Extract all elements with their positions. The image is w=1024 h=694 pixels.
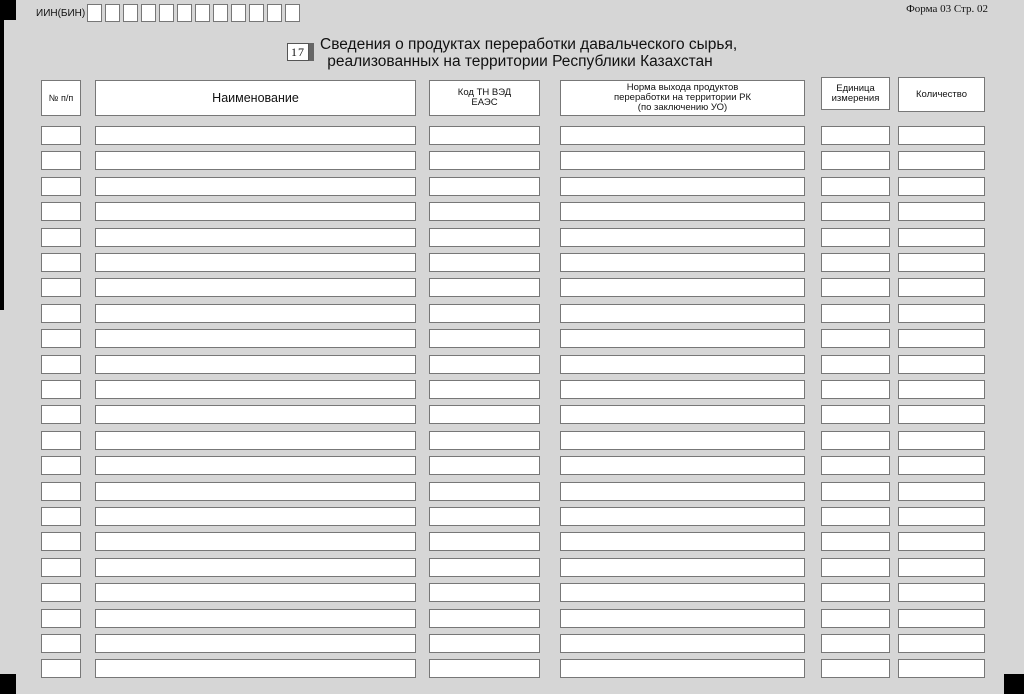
tnved-code-cell[interactable] <box>429 583 540 602</box>
unit-cell[interactable] <box>821 151 890 170</box>
number-cell[interactable] <box>41 278 81 297</box>
number-cell[interactable] <box>41 202 81 221</box>
tnved-code-cell[interactable] <box>429 609 540 628</box>
quantity-cell[interactable] <box>898 431 985 450</box>
unit-cell[interactable] <box>821 431 890 450</box>
column-header-name <box>95 80 416 116</box>
quantity-cell[interactable] <box>898 228 985 247</box>
number-cell[interactable] <box>41 126 81 145</box>
output-norm-cell[interactable] <box>560 456 805 475</box>
name-cell[interactable] <box>95 558 416 577</box>
name-cell[interactable] <box>95 482 416 501</box>
tnved-code-cell[interactable] <box>429 431 540 450</box>
section-title <box>320 36 738 70</box>
quantity-cell[interactable] <box>898 532 985 551</box>
name-cell[interactable] <box>95 202 416 221</box>
name-cell[interactable] <box>95 532 416 551</box>
tnved-code-cell[interactable] <box>429 355 540 374</box>
number-cell[interactable] <box>41 405 81 424</box>
column-header-quantity <box>898 77 985 112</box>
unit-cell[interactable] <box>821 659 890 678</box>
unit-cell[interactable] <box>821 380 890 399</box>
iin-bin-digit-7[interactable] <box>195 4 210 22</box>
quantity-cell[interactable] <box>898 278 985 297</box>
output-norm-cell[interactable] <box>560 202 805 221</box>
section-number: 17 <box>287 43 309 61</box>
tnved-code-cell[interactable] <box>429 532 540 551</box>
iin-bin-digit-6[interactable] <box>177 4 192 22</box>
column-header-quantity-label: Количество <box>915 88 968 100</box>
section-title-line-2: реализованных на территории Республики Казахстан <box>327 53 713 70</box>
section-number-shadow <box>309 43 314 61</box>
iin-bin-digit-9[interactable] <box>231 4 246 22</box>
column-header-output-norm-line-3: (по заключению УО) <box>637 102 728 113</box>
column-header-tnved-code <box>429 80 540 116</box>
quantity-cell[interactable] <box>898 482 985 501</box>
tnved-code-cell[interactable] <box>429 126 540 145</box>
unit-cell[interactable] <box>821 405 890 424</box>
name-cell[interactable] <box>95 126 416 145</box>
name-cell[interactable] <box>95 329 416 348</box>
unit-cell[interactable] <box>821 304 890 323</box>
column-header-output-norm <box>560 80 805 116</box>
unit-cell[interactable] <box>821 228 890 247</box>
iin-bin-digit-4[interactable] <box>141 4 156 22</box>
output-norm-cell[interactable] <box>560 380 805 399</box>
name-cell[interactable] <box>95 355 416 374</box>
name-cell[interactable] <box>95 431 416 450</box>
column-header-unit-line-2: измерения <box>831 92 880 104</box>
quantity-cell[interactable] <box>898 202 985 221</box>
iin-bin-digit-2[interactable] <box>105 4 120 22</box>
name-cell[interactable] <box>95 405 416 424</box>
tnved-code-cell[interactable] <box>429 228 540 247</box>
tnved-code-cell[interactable] <box>429 202 540 221</box>
quantity-cell[interactable] <box>898 583 985 602</box>
quantity-cell[interactable] <box>898 507 985 526</box>
number-cell[interactable] <box>41 380 81 399</box>
number-cell[interactable] <box>41 558 81 577</box>
name-cell[interactable] <box>95 177 416 196</box>
tnved-code-cell[interactable] <box>429 405 540 424</box>
name-cell[interactable] <box>95 609 416 628</box>
column-header-tnved-code-line-2: ЕАЭС <box>471 97 498 108</box>
output-norm-cell[interactable] <box>560 304 805 323</box>
number-cell[interactable] <box>41 304 81 323</box>
tnved-code-cell[interactable] <box>429 507 540 526</box>
quantity-cell[interactable] <box>898 126 985 145</box>
quantity-cell[interactable] <box>898 329 985 348</box>
unit-cell[interactable] <box>821 177 890 196</box>
section-title-line-1: Сведения о продуктах переработки давальческого сырья, <box>320 36 738 53</box>
name-cell[interactable] <box>95 304 416 323</box>
tnved-code-cell[interactable] <box>429 304 540 323</box>
number-cell[interactable] <box>41 634 81 653</box>
number-cell[interactable] <box>41 583 81 602</box>
number-cell[interactable] <box>41 507 81 526</box>
number-cell[interactable] <box>41 532 81 551</box>
output-norm-cell[interactable] <box>560 329 805 348</box>
tnved-code-cell[interactable] <box>429 151 540 170</box>
tnved-code-cell[interactable] <box>429 278 540 297</box>
quantity-cell[interactable] <box>898 634 985 653</box>
unit-cell[interactable] <box>821 126 890 145</box>
output-norm-cell[interactable] <box>560 583 805 602</box>
output-norm-cell[interactable] <box>560 151 805 170</box>
quantity-cell[interactable] <box>898 355 985 374</box>
column-header-number <box>41 80 81 116</box>
iin-bin-digit-1[interactable] <box>87 4 102 22</box>
unit-cell[interactable] <box>821 482 890 501</box>
form-page-id: Форма 03 Стр. 02 <box>906 3 988 15</box>
number-cell[interactable] <box>41 228 81 247</box>
registration-mark-bottom-right <box>1004 674 1024 694</box>
iin-bin-digit-3[interactable] <box>123 4 138 22</box>
output-norm-cell[interactable] <box>560 355 805 374</box>
number-cell[interactable] <box>41 177 81 196</box>
tnved-code-cell[interactable] <box>429 634 540 653</box>
name-cell[interactable] <box>95 151 416 170</box>
number-cell[interactable] <box>41 355 81 374</box>
registration-mark-top-left <box>0 0 16 20</box>
unit-cell[interactable] <box>821 202 890 221</box>
output-norm-cell[interactable] <box>560 507 805 526</box>
quantity-cell[interactable] <box>898 380 985 399</box>
name-cell[interactable] <box>95 507 416 526</box>
output-norm-cell[interactable] <box>560 609 805 628</box>
output-norm-cell[interactable] <box>560 177 805 196</box>
name-cell[interactable] <box>95 228 416 247</box>
unit-cell[interactable] <box>821 253 890 272</box>
unit-cell[interactable] <box>821 355 890 374</box>
output-norm-cell[interactable] <box>560 532 805 551</box>
name-cell[interactable] <box>95 380 416 399</box>
iin-bin-cells <box>87 4 303 22</box>
number-cell[interactable] <box>41 609 81 628</box>
quantity-cell[interactable] <box>898 609 985 628</box>
quantity-cell[interactable] <box>898 659 985 678</box>
tnved-code-cell[interactable] <box>429 329 540 348</box>
iin-bin-label: ИИН(БИН) <box>36 7 86 19</box>
unit-cell[interactable] <box>821 532 890 551</box>
number-cell[interactable] <box>41 431 81 450</box>
quantity-cell[interactable] <box>898 405 985 424</box>
output-norm-cell[interactable] <box>560 482 805 501</box>
name-cell[interactable] <box>95 634 416 653</box>
column-header-tnved-code-line-1: Код ТН ВЭД <box>457 87 512 98</box>
column-header-output-norm-line-2: переработки на территории РК <box>613 92 752 103</box>
unit-cell[interactable] <box>821 456 890 475</box>
output-norm-cell[interactable] <box>560 253 805 272</box>
unit-cell[interactable] <box>821 278 890 297</box>
output-norm-cell[interactable] <box>560 278 805 297</box>
number-cell[interactable] <box>41 456 81 475</box>
tnved-code-cell[interactable] <box>429 253 540 272</box>
tnved-code-cell[interactable] <box>429 456 540 475</box>
name-cell[interactable] <box>95 659 416 678</box>
tnved-code-cell[interactable] <box>429 482 540 501</box>
column-header-unit-line-1: Единица <box>836 82 875 94</box>
number-cell[interactable] <box>41 329 81 348</box>
unit-cell[interactable] <box>821 583 890 602</box>
quantity-cell[interactable] <box>898 253 985 272</box>
tnved-code-cell[interactable] <box>429 558 540 577</box>
number-cell[interactable] <box>41 659 81 678</box>
output-norm-cell[interactable] <box>560 634 805 653</box>
output-norm-cell[interactable] <box>560 659 805 678</box>
output-norm-cell[interactable] <box>560 558 805 577</box>
quantity-cell[interactable] <box>898 558 985 577</box>
name-cell[interactable] <box>95 278 416 297</box>
quantity-cell[interactable] <box>898 177 985 196</box>
iin-bin-digit-5[interactable] <box>159 4 174 22</box>
registration-mark-bottom-left <box>0 674 16 694</box>
unit-cell[interactable] <box>821 507 890 526</box>
iin-bin-field <box>36 4 303 22</box>
quantity-cell[interactable] <box>898 456 985 475</box>
column-header-unit <box>821 77 890 110</box>
iin-bin-digit-11[interactable] <box>267 4 282 22</box>
unit-cell[interactable] <box>821 329 890 348</box>
name-cell[interactable] <box>95 253 416 272</box>
column-header-number-label: № п/п <box>48 93 74 103</box>
page-edge-bar <box>0 20 4 310</box>
output-norm-cell[interactable] <box>560 405 805 424</box>
quantity-cell[interactable] <box>898 151 985 170</box>
output-norm-cell[interactable] <box>560 431 805 450</box>
iin-bin-digit-10[interactable] <box>249 4 264 22</box>
number-cell[interactable] <box>41 151 81 170</box>
column-header-output-norm-line-1: Норма выхода продуктов <box>626 82 739 93</box>
name-cell[interactable] <box>95 583 416 602</box>
column-header-name-label: Наименование <box>212 91 299 105</box>
tnved-code-cell[interactable] <box>429 380 540 399</box>
tnved-code-cell[interactable] <box>429 659 540 678</box>
iin-bin-digit-8[interactable] <box>213 4 228 22</box>
output-norm-cell[interactable] <box>560 126 805 145</box>
quantity-cell[interactable] <box>898 304 985 323</box>
name-cell[interactable] <box>95 456 416 475</box>
unit-cell[interactable] <box>821 634 890 653</box>
unit-cell[interactable] <box>821 558 890 577</box>
number-cell[interactable] <box>41 253 81 272</box>
iin-bin-digit-12[interactable] <box>285 4 300 22</box>
unit-cell[interactable] <box>821 609 890 628</box>
output-norm-cell[interactable] <box>560 228 805 247</box>
number-cell[interactable] <box>41 482 81 501</box>
tnved-code-cell[interactable] <box>429 177 540 196</box>
